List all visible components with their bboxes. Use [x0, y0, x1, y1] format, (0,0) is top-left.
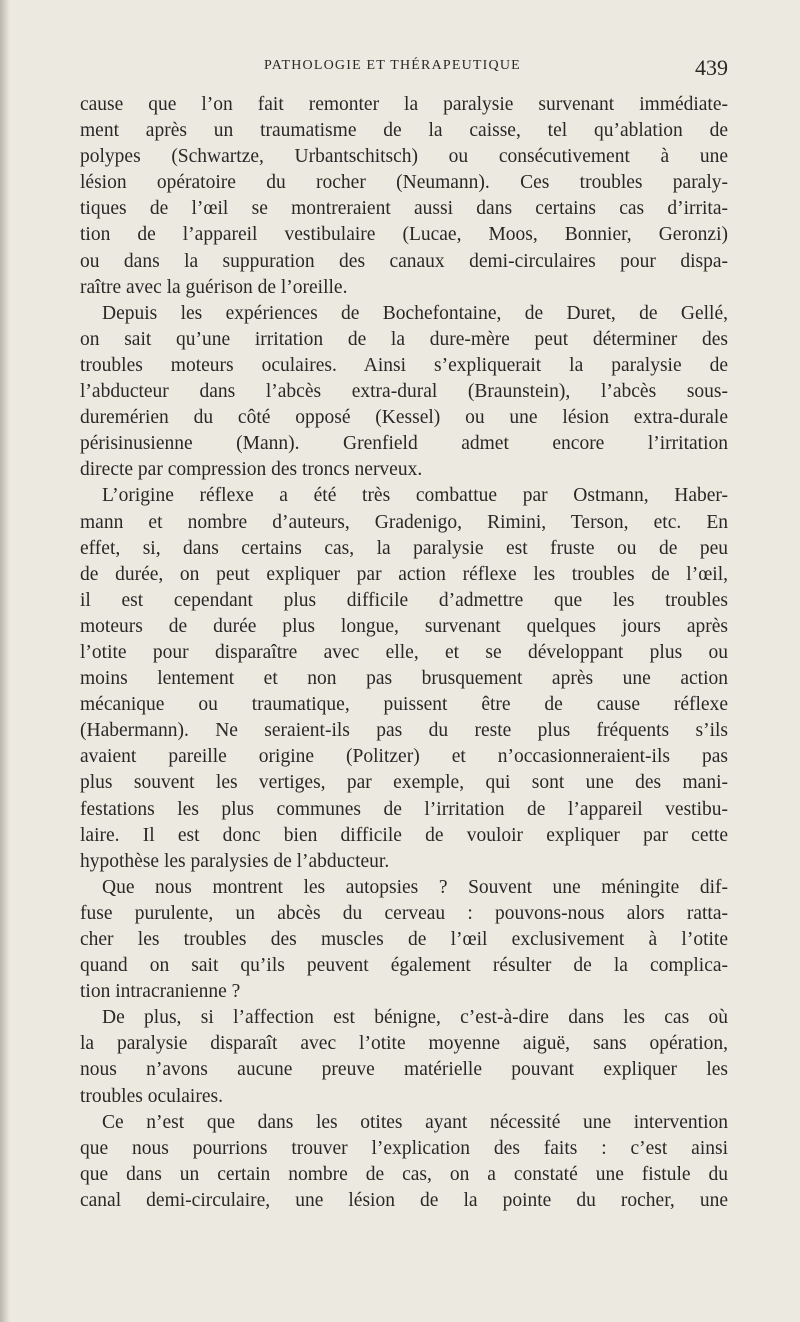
header-title: PATHOLOGIE ET THÉRAPEUTIQUE [264, 58, 521, 73]
paragraph-start-line: L’origine réflexe a été très combattue par Ostmann, Haber- [102, 485, 728, 507]
text-line: que nous pourrions trouver l’explication des faits : c’est ainsi [80, 1137, 728, 1159]
text-line: tiques de l’œil se montreraient aussi dans certains cas d’irrita- [80, 198, 728, 220]
paragraph-start-line: Ce n’est que dans les otites ayant nécessité une intervention [102, 1111, 728, 1133]
text-line: ou dans la suppuration des canaux demi-circulaires pour dispa- [80, 250, 728, 272]
text-line: il est cependant plus difficile d’admettre que les troubles [80, 589, 728, 611]
text-line: moteurs de durée plus longue, survenant quelques jours après [80, 615, 728, 637]
text-line: (Habermann). Ne seraient-ils pas du reste plus fréquents s’ils [80, 720, 728, 742]
text-line: troubles oculaires. [80, 1085, 223, 1107]
text-line: quand on sait qu’ils peuvent également résulter de la complica- [80, 955, 728, 977]
text-line: lésion opératoire du rocher (Neumann). Ces troubles paraly- [80, 172, 728, 194]
text-line: laire. Il est donc bien difficile de vouloir expliquer par cette [80, 824, 728, 846]
text-line: duremérien du côté opposé (Kessel) ou une lésion extra-durale [80, 407, 728, 429]
text-line: l’otite pour disparaître avec elle, et se développant plus ou [80, 641, 728, 663]
text-line: cause que l’on fait remonter la paralysie survenant immédiate- [80, 94, 728, 115]
paragraph-start-line: De plus, si l’affection est bénigne, c’est-à-dire dans les cas où [102, 1007, 728, 1029]
text-line: directe par compression des troncs nerveux. [80, 459, 423, 481]
text-line: plus souvent les vertiges, par exemple, qui sont une des mani- [80, 772, 728, 794]
text-line: on sait qu’une irritation de la dure-mère peut déterminer des [80, 328, 728, 350]
text-line: tion intracranienne ? [80, 981, 241, 1003]
text-line: ment après un traumatisme de la caisse, tel qu’ablation de [80, 120, 728, 142]
text-line: mann et nombre d’auteurs, Gradenigo, Rimini, Terson, etc. En [80, 511, 728, 533]
text-line: effet, si, dans certains cas, la paralysie est fruste ou de peu [80, 537, 728, 559]
text-line: polypes (Schwartze, Urbantschitsch) ou consécutivement à une [80, 146, 728, 168]
text-line: festations les plus communes de l’irritation de l’appareil vestibu- [80, 798, 728, 820]
body-text [80, 92, 728, 1214]
text-line: nous n’avons aucune preuve matérielle pouvant expliquer les [80, 1059, 728, 1081]
text-line: de durée, on peut expliquer par action réflexe les troubles de l’œil, [80, 563, 728, 585]
text-line: troubles moteurs oculaires. Ainsi s’expliquerait la paralysie de [80, 354, 728, 376]
text-line: moins lentement et non pas brusquement après une action [80, 668, 728, 690]
text-line: l’abducteur dans l’abcès extra-dural (Braunstein), l’abcès sous- [80, 381, 728, 403]
text-line: mécanique ou traumatique, puissent être de cause réflexe [80, 694, 728, 716]
text-line: raître avec la guérison de l’oreille. [80, 276, 348, 298]
text-line: la paralysie disparaît avec l’otite moyenne aiguë, sans opération, [80, 1033, 728, 1055]
paragraph-start-line: Que nous montrent les autopsies ? Souvent une méningite dif- [102, 876, 728, 898]
text-line: que dans un certain nombre de cas, on a constaté une fistule du [80, 1163, 728, 1185]
running-header [80, 55, 728, 85]
text-line: avaient pareille origine (Politzer) et n’occasionneraient-ils pas [80, 746, 728, 768]
page-number: 439 [695, 55, 728, 80]
text-line: périsinusienne (Mann). Grenfield admet encore l’irritation [80, 433, 728, 455]
text-line: hypothèse les paralysies de l’abducteur. [80, 850, 390, 872]
text-line: canal demi-circulaire, une lésion de la pointe du rocher, une [80, 1189, 728, 1211]
paragraph-start-line: Depuis les expériences de Bochefontaine, de Duret, de Gellé, [102, 302, 728, 324]
text-line: cher les troubles des muscles de l’œil exclusivement à l’otite [80, 929, 728, 950]
text-line: tion de l’appareil vestibulaire (Lucae, Moos, Bonnier, Geronzi) [80, 224, 728, 246]
text-line: fuse purulente, un abcès du cerveau : pouvons-nous alors ratta- [80, 902, 728, 924]
